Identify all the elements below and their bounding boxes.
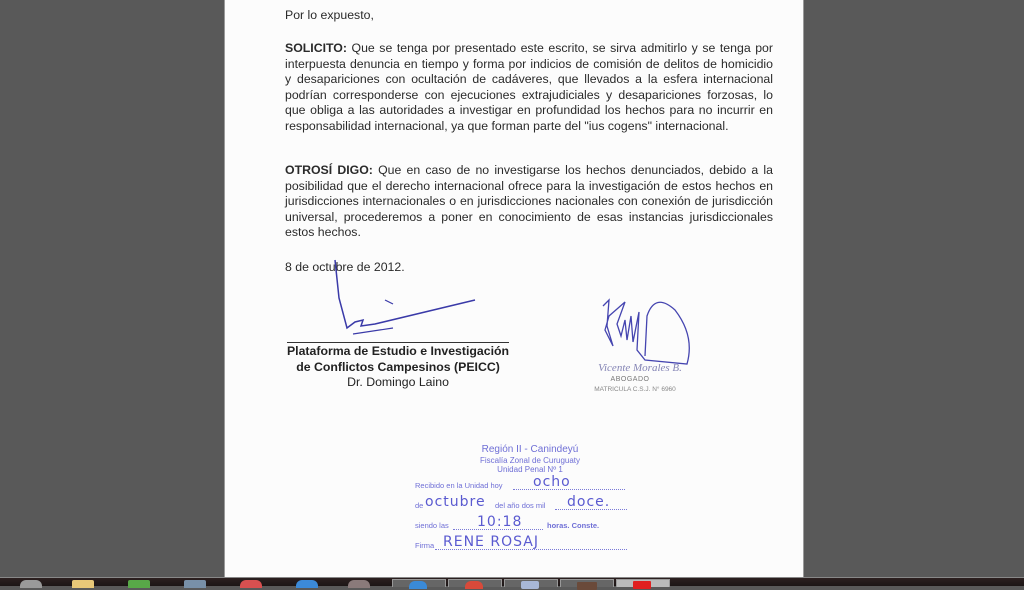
month-value: octubre bbox=[425, 494, 486, 510]
month-prefix: de bbox=[415, 501, 424, 510]
signatory-name: Dr. Domingo Laino bbox=[347, 375, 449, 389]
stamp-signature-row bbox=[415, 534, 645, 554]
blue-app-icon[interactable] bbox=[184, 580, 206, 588]
lawyer-matricula: MATRICULA C.S.J. N° 6960 bbox=[594, 386, 676, 393]
year-label: del año dos mil bbox=[495, 501, 546, 510]
stamp-time-row bbox=[415, 514, 645, 534]
green-app-icon[interactable] bbox=[128, 580, 150, 588]
time-label: siendo las bbox=[415, 521, 449, 530]
reception-stamp bbox=[415, 444, 645, 554]
lawyer-name: Vicente Morales B. bbox=[598, 362, 682, 374]
signature-line bbox=[287, 342, 509, 343]
document-icon bbox=[521, 581, 539, 589]
chrome-icon bbox=[465, 581, 483, 589]
document-date: 8 de octubre de 2012. bbox=[285, 260, 405, 274]
signature-label: Firma bbox=[415, 541, 435, 550]
otrosi-paragraph bbox=[285, 163, 773, 241]
received-label: Recibido en la Unidad hoy bbox=[415, 481, 503, 490]
signatory-block bbox=[283, 344, 513, 391]
taskbar-button-document[interactable] bbox=[504, 579, 558, 587]
solicito-paragraph bbox=[285, 41, 773, 135]
stamp-region: Región II - Canindeyú bbox=[481, 444, 579, 455]
stamp-month-row bbox=[415, 494, 645, 514]
start-orb-icon[interactable] bbox=[20, 580, 42, 588]
taskbar-button-browser[interactable] bbox=[392, 579, 446, 587]
chrome-icon[interactable] bbox=[240, 580, 262, 588]
org-line-2: de Conflictos Campesinos (PEICC) bbox=[296, 359, 500, 374]
stamp-unit: Unidad Penal Nº 1 bbox=[497, 465, 563, 474]
taskbar-button-pdf[interactable] bbox=[616, 579, 670, 587]
time-value: 10:18 bbox=[477, 514, 523, 530]
browser-icon bbox=[409, 581, 427, 589]
solicito-label: SOLICITO: bbox=[285, 41, 347, 55]
dark-app-icon bbox=[577, 582, 597, 590]
gray-app-icon[interactable] bbox=[348, 580, 370, 588]
document-page[interactable] bbox=[224, 0, 804, 577]
org-line-1: Plataforma de Estudio e Investigación bbox=[286, 344, 510, 358]
stamp-received-row bbox=[415, 474, 645, 494]
laino-signature-icon bbox=[325, 258, 485, 338]
internet-explorer-icon[interactable] bbox=[296, 580, 318, 588]
taskbar-button-chrome[interactable] bbox=[448, 579, 502, 587]
otrosi-body: Que en caso de no investigarse los hechos denunciados, debido a la posibilidad que el derecho internacional ofrece para la investigación de estos hechos en jurisdicciones internacionales o en jurisdicciones nacionales con conexión de jurisdicción universal, procederemos a poner en conocimiento de esas instancias jurisdiccionales estos hechos. bbox=[285, 163, 773, 240]
pdf-icon bbox=[633, 581, 651, 589]
lawyer-title: ABOGADO bbox=[610, 376, 650, 383]
taskbar-button-dark-app[interactable] bbox=[560, 579, 614, 587]
received-value: ocho bbox=[533, 474, 571, 490]
solicito-body: Que se tenga por presentado este escrito, se sirva admitirlo y se tenga por interpuesta denuncia en tiempo y forma por indicios de comisión de delitos de homicidio y desapariciones con ocultación de cadáveres, que llevados a la esfera internacional podrían corresponderse con ejecuciones extrajudiciales y desapariciones forzosas, lo que obliga a las autoridades a investigar en profundidad los hechos para no incurrir en responsabilidad internacional, ya que forman parte del "ius cogens" internacional. bbox=[285, 41, 773, 133]
signature-value: RENE ROSAJ bbox=[443, 534, 539, 550]
time-suffix: horas. Conste. bbox=[547, 521, 600, 530]
year-value: doce. bbox=[567, 494, 611, 510]
otrosi-label: OTROSÍ DIGO: bbox=[285, 163, 373, 177]
stamp-office: Fiscalía Zonal de Curuguaty bbox=[479, 456, 581, 465]
intro-paragraph: Por lo expuesto, bbox=[285, 8, 374, 22]
folder-icon[interactable] bbox=[72, 580, 94, 588]
